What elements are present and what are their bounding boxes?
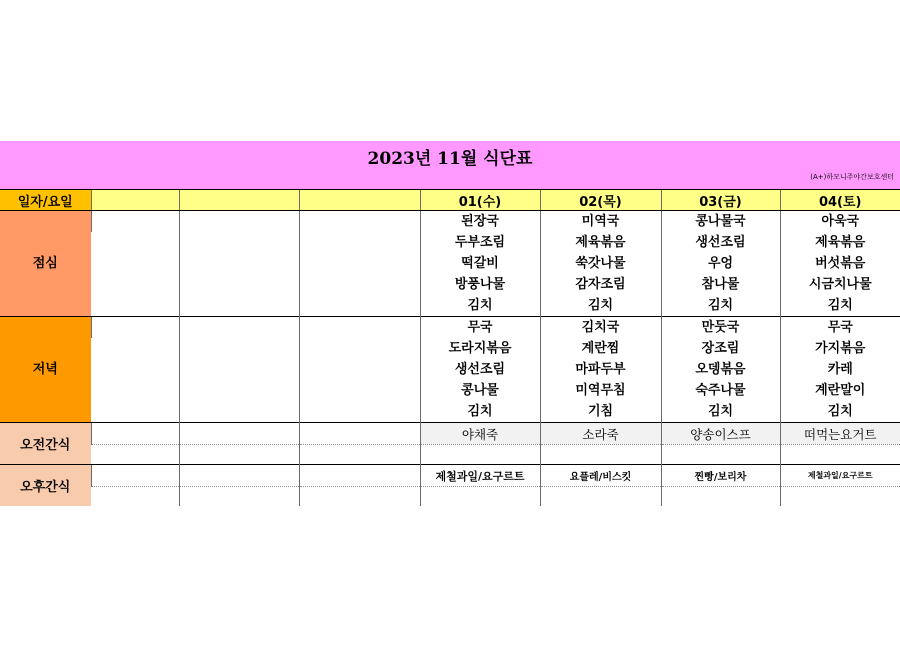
menu-item: 김치 <box>661 401 780 423</box>
menu-item: 김치국 <box>540 317 661 339</box>
menu-item: 가지볶음 <box>780 338 900 359</box>
menu-item: 생선조림 <box>420 359 540 380</box>
menu-item: 계란찜 <box>540 338 661 359</box>
snack-item: 제철과일/요구르트 <box>420 465 540 487</box>
header-day-cell: 03(금) <box>661 190 780 211</box>
empty-cell <box>91 317 179 339</box>
menu-item: 우엉 <box>661 253 780 274</box>
empty-cell <box>91 295 179 317</box>
menu-item: 도라지볶음 <box>420 338 540 359</box>
empty-cell <box>179 211 299 233</box>
empty-cell <box>91 253 179 274</box>
menu-item: 제육볶음 <box>540 232 661 253</box>
empty-cell <box>91 211 179 233</box>
empty-cell <box>91 487 179 507</box>
empty-cell <box>91 274 179 295</box>
header-day-cell <box>179 190 299 211</box>
dinner-label: 저녁 <box>0 317 91 423</box>
empty-cell <box>299 232 420 253</box>
snack-item: 떠먹는요거트 <box>780 423 900 445</box>
empty-cell <box>179 465 299 487</box>
page-title: 2023년 11월 식단표 <box>367 149 533 169</box>
empty-cell <box>780 445 900 465</box>
header-day-cell: 01(수) <box>420 190 540 211</box>
empty-cell <box>91 232 179 253</box>
snack-pm-label: 오후간식 <box>0 465 91 507</box>
menu-item: 만둣국 <box>661 317 780 339</box>
menu-item: 참나물 <box>661 274 780 295</box>
empty-cell <box>540 487 661 507</box>
header-day-cell <box>91 190 179 211</box>
empty-cell <box>299 401 420 423</box>
snack-item: 야채죽 <box>420 423 540 445</box>
empty-cell <box>91 359 179 380</box>
menu-item: 김치 <box>661 295 780 317</box>
empty-cell <box>179 380 299 401</box>
menu-item: 무국 <box>780 317 900 339</box>
snack-item: 소라죽 <box>540 423 661 445</box>
empty-cell <box>780 487 900 507</box>
menu-item: 김치 <box>780 401 900 423</box>
menu-item: 감자조림 <box>540 274 661 295</box>
menu-item: 김치 <box>780 295 900 317</box>
menu-item: 콩나물국 <box>661 211 780 233</box>
menu-item: 김치 <box>420 295 540 317</box>
menu-item: 두부조림 <box>420 232 540 253</box>
empty-cell <box>91 423 179 445</box>
empty-cell <box>179 359 299 380</box>
empty-cell <box>91 401 179 423</box>
menu-item: 방풍나물 <box>420 274 540 295</box>
empty-cell <box>179 317 299 339</box>
menu-item: 계란말이 <box>780 380 900 401</box>
header-day-cell: 02(목) <box>540 190 661 211</box>
empty-cell <box>299 423 420 445</box>
menu-item: 김치 <box>420 401 540 423</box>
empty-cell <box>661 487 780 507</box>
empty-cell <box>299 274 420 295</box>
menu-table <box>0 189 900 506</box>
menu-item: 콩나물 <box>420 380 540 401</box>
empty-cell <box>179 338 299 359</box>
menu-item: 숙주나물 <box>661 380 780 401</box>
menu-sheet <box>0 141 900 506</box>
empty-cell <box>299 211 420 233</box>
empty-cell <box>91 338 179 359</box>
menu-item: 생선조림 <box>661 232 780 253</box>
menu-item: 기침 <box>540 401 661 423</box>
empty-cell <box>299 359 420 380</box>
menu-item: 아욱국 <box>780 211 900 233</box>
empty-cell <box>299 295 420 317</box>
empty-cell <box>91 380 179 401</box>
header-day-cell <box>299 190 420 211</box>
empty-cell <box>299 487 420 507</box>
menu-item: 시금치나물 <box>780 274 900 295</box>
empty-cell <box>179 401 299 423</box>
menu-item: 미역무침 <box>540 380 661 401</box>
menu-item: 쑥갓나물 <box>540 253 661 274</box>
menu-item: 버섯볶음 <box>780 253 900 274</box>
empty-cell <box>91 445 179 465</box>
menu-item: 카레 <box>780 359 900 380</box>
empty-cell <box>179 274 299 295</box>
empty-cell <box>299 338 420 359</box>
snack-item: 요플레/비스킷 <box>540 465 661 487</box>
empty-cell <box>299 317 420 339</box>
menu-item: 오뎅볶음 <box>661 359 780 380</box>
menu-item: 떡갈비 <box>420 253 540 274</box>
empty-cell <box>299 253 420 274</box>
menu-item: 된장국 <box>420 211 540 233</box>
lunch-label: 점심 <box>0 211 91 317</box>
empty-cell <box>179 295 299 317</box>
empty-cell <box>420 487 540 507</box>
menu-item: 마파두부 <box>540 359 661 380</box>
empty-cell <box>299 465 420 487</box>
menu-item: 미역국 <box>540 211 661 233</box>
snack-am-label: 오전간식 <box>0 423 91 465</box>
empty-cell <box>661 445 780 465</box>
empty-cell <box>179 423 299 445</box>
snack-item: 찐빵/보리차 <box>661 465 780 487</box>
snack-item: 제철과일/요구르트 <box>780 465 900 487</box>
snack-item: 양송이스프 <box>661 423 780 445</box>
menu-item: 장조림 <box>661 338 780 359</box>
menu-item: 제육볶음 <box>780 232 900 253</box>
empty-cell <box>179 487 299 507</box>
menu-item: 김치 <box>540 295 661 317</box>
header-day-cell: 04(토) <box>780 190 900 211</box>
empty-cell <box>179 253 299 274</box>
empty-cell <box>299 380 420 401</box>
empty-cell <box>91 465 179 487</box>
header-date-label: 일자/요일 <box>0 190 91 211</box>
org-name: (A+)하모니주야간보호센터 <box>810 173 894 181</box>
empty-cell <box>420 445 540 465</box>
empty-cell <box>179 232 299 253</box>
empty-cell <box>299 445 420 465</box>
empty-cell <box>540 445 661 465</box>
empty-cell <box>179 445 299 465</box>
menu-item: 무국 <box>420 317 540 339</box>
title-band <box>0 141 900 189</box>
